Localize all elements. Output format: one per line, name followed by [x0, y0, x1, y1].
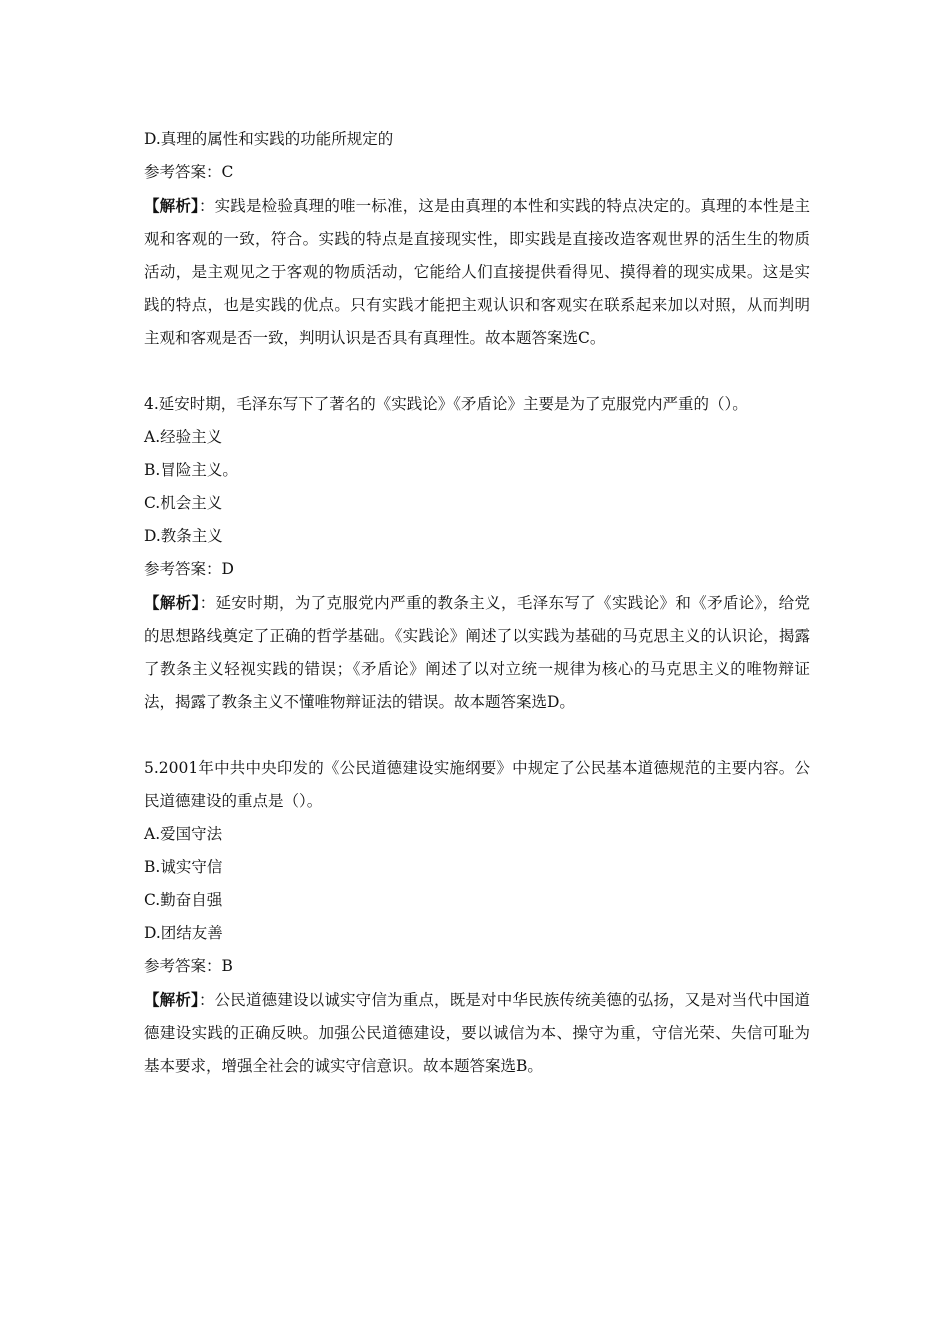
q4-question: 4.延安时期，毛泽东写下了著名的《实践论》《矛盾论》主要是为了克服党内严重的（）。: [144, 395, 748, 413]
q3-answer: 参考答案：C: [144, 163, 234, 181]
q4-analysis: [144, 586, 810, 719]
q5-option-a: A.爱国守法: [144, 825, 223, 843]
q4-answer: 参考答案：D: [144, 560, 234, 578]
q4-option-c: C.机会主义: [144, 494, 223, 512]
q5-option-b: B.诚实守信: [144, 858, 223, 876]
document-page: [144, 123, 810, 1083]
q5-analysis-text: ：公民道德建设以诚实守信为重点，既是对中华民族传统美德的弘扬，又是对当代中国道德建设实践的正确反映。加强公民道德建设，要以诚信为本、操守为重，守信光荣、失信可耻为基本要求，增强全社会的诚实守信意识。故本题答案选B。: [144, 991, 810, 1075]
q4-option-b: B.冒险主义。: [144, 461, 238, 479]
question-5: [144, 752, 810, 1083]
q5-option-c: C.勤奋自强: [144, 891, 223, 909]
q5-option-d: D.团结友善: [144, 924, 223, 942]
q5-analysis: [144, 983, 810, 1083]
q4-analysis-tag: 【解析】: [144, 593, 200, 612]
q5-question: 5.2001年中共中央印发的《公民道德建设实施纲要》中规定了公民基本道德规范的主要内容。公民道德建设的重点是（）。: [144, 759, 810, 810]
q5-answer: 参考答案：B: [144, 957, 233, 975]
spacer: [144, 719, 810, 752]
q4-analysis-text: ：延安时期，为了克服党内严重的教条主义，毛泽东写了《实践论》和《矛盾论》，给党的思想路线奠定了正确的哲学基础。《实践论》阐述了以实践为基础的马克思主义的认识论，揭露了教条主义轻视实践的错误；《矛盾论》阐述了以对立统一规律为核心的马克思主义的唯物辩证法，揭露了教条主义不懂唯物辩证法的错误。故本题答案选D。: [144, 594, 810, 711]
question-3-tail: [144, 123, 810, 355]
q3-analysis-tag: 【解析】: [144, 196, 199, 215]
q3-analysis: [144, 189, 810, 355]
question-4: [144, 388, 810, 719]
q3-option-d: D.真理的属性和实践的功能所规定的: [144, 130, 394, 148]
q4-option-d: D.教条主义: [144, 527, 223, 545]
q5-analysis-tag: 【解析】: [144, 990, 199, 1009]
q3-analysis-text: ：实践是检验真理的唯一标准，这是由真理的本性和实践的特点决定的。真理的本性是主观和客观的一致，符合。实践的特点是直接现实性，即实践是直接改造客观世界的活生生的物质活动，是主观见之于客观的物质活动，它能给人们直接提供看得见、摸得着的现实成果。这是实践的特点，也是实践的优点。只有实践才能把主观认识和客观实在联系起来加以对照，从而判明主观和客观是否一致，判明认识是否具有真理性。故本题答案选C。: [144, 197, 810, 347]
q4-option-a: A.经验主义: [144, 428, 223, 446]
spacer: [144, 355, 810, 388]
